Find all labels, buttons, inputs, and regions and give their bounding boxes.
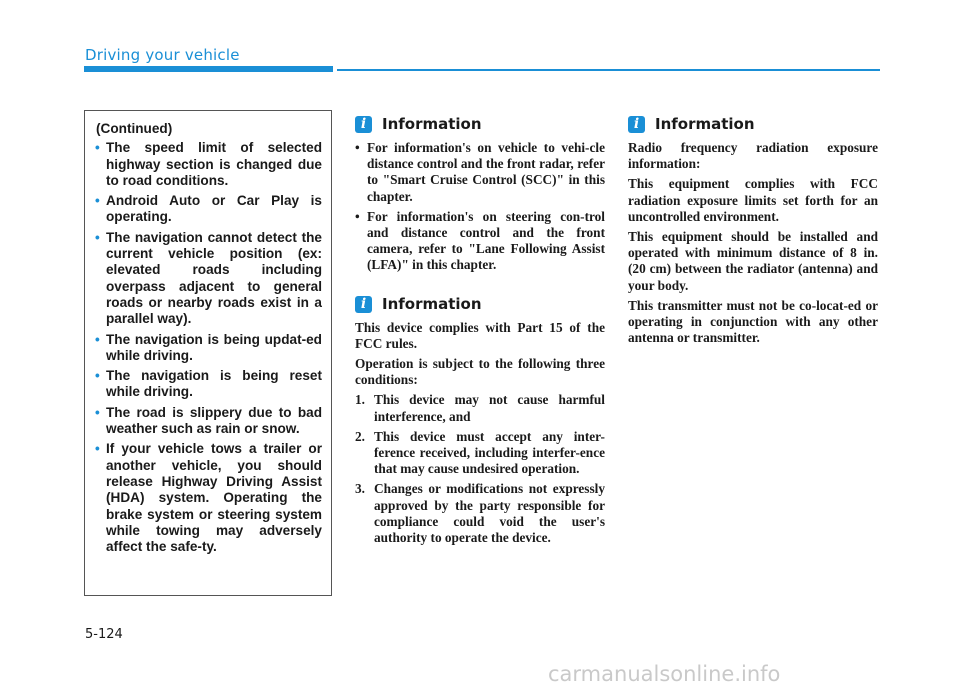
- bullet-icon: •: [355, 140, 360, 155]
- bullet-icon: •: [95, 229, 100, 245]
- list-item: • The navigation is being reset while driving.: [95, 368, 322, 400]
- paragraph: This equipment should be installed and operated with minimum distance of 8 in. (20 cm) between the radiator (antenna) and your body.: [628, 229, 878, 293]
- list-item: 1. This device may not cause harmful interference, and: [355, 392, 605, 424]
- bullet-icon: •: [95, 404, 100, 420]
- info-icon: i: [355, 116, 372, 133]
- info-title: Information: [382, 115, 482, 134]
- list-item: • Android Auto or Car Play is operating.: [95, 193, 322, 225]
- info-icon: i: [628, 116, 645, 133]
- list-item: • The speed limit of selected highway section is changed due to road conditions.: [95, 140, 322, 188]
- continued-list: [94, 140, 322, 555]
- list-item: • The navigation is being updat-ed while driving.: [95, 331, 322, 363]
- info-bullet-list: [355, 140, 605, 274]
- list-item: • For information's on steering con-trol and distance control and the front camera, refer to "Lane Following Assist (LFA)" in this chapter.: [355, 208, 605, 273]
- paragraph: Radio frequency radiation exposure information:: [628, 140, 878, 172]
- info-heading: [355, 116, 605, 133]
- bullet-icon: •: [95, 193, 100, 209]
- continued-heading: (Continued): [96, 121, 173, 136]
- section-title: Driving your vehicle: [85, 46, 240, 64]
- watermark: carmanualsonline.info: [548, 662, 781, 686]
- bullet-icon: •: [95, 368, 100, 384]
- info-title: Information: [655, 115, 755, 134]
- info-block-radiation: [628, 116, 878, 346]
- bullet-icon: •: [355, 208, 360, 224]
- info-block-fcc: [355, 296, 605, 547]
- middle-column: [355, 116, 605, 550]
- bullet-icon: •: [95, 331, 100, 347]
- header-bar-thick: [84, 66, 333, 72]
- paragraph: Operation is subject to the following three conditions:: [355, 356, 605, 388]
- list-item: 3. Changes or modifications not expressly approved by the party responsible for compliance could void the user's authority to operate the device.: [355, 481, 605, 546]
- bullet-icon: •: [95, 140, 100, 156]
- header-bar-thin: [337, 69, 880, 71]
- conditions-list: [355, 392, 605, 546]
- info-heading: [628, 116, 878, 133]
- info-icon: i: [355, 296, 372, 313]
- paragraph: This equipment complies with FCC radiation exposure limits set forth for an uncontrolled environment.: [628, 176, 878, 224]
- continued-box: [84, 110, 332, 596]
- list-item: • If your vehicle tows a trailer or another vehicle, you should release Highway Driving Assist (HDA) system. Operating the brake system or steering system while towing may adversely affect the safe-ty.: [95, 441, 322, 555]
- paragraph: This transmitter must not be co-locat-ed or operating in conjunction with any other antenna or transmitter.: [628, 297, 878, 346]
- list-item: • For information's on vehicle to vehi-cle distance control and the front radar, refer to "Smart Cruise Control (SCC)" in this chapter.: [355, 140, 605, 204]
- info-heading: [355, 296, 605, 313]
- info-block-vehicle: [355, 116, 605, 274]
- page-number: 5-124: [85, 627, 123, 642]
- list-item: • The navigation cannot detect the current vehicle position (ex: elevated roads including overpass adjacent to general roads or nearby roads exist in a parallel way).: [95, 229, 322, 327]
- info-title: Information: [382, 295, 482, 314]
- list-item: • The road is slippery due to bad weather such as rain or snow.: [95, 404, 322, 437]
- right-column: [628, 116, 878, 350]
- paragraph: This device complies with Part 15 of the FCC rules.: [355, 319, 605, 351]
- list-item: 2. This device must accept any inter-ference received, including interfer-ence that may cause undesired operation.: [355, 428, 605, 477]
- bullet-icon: •: [95, 441, 100, 457]
